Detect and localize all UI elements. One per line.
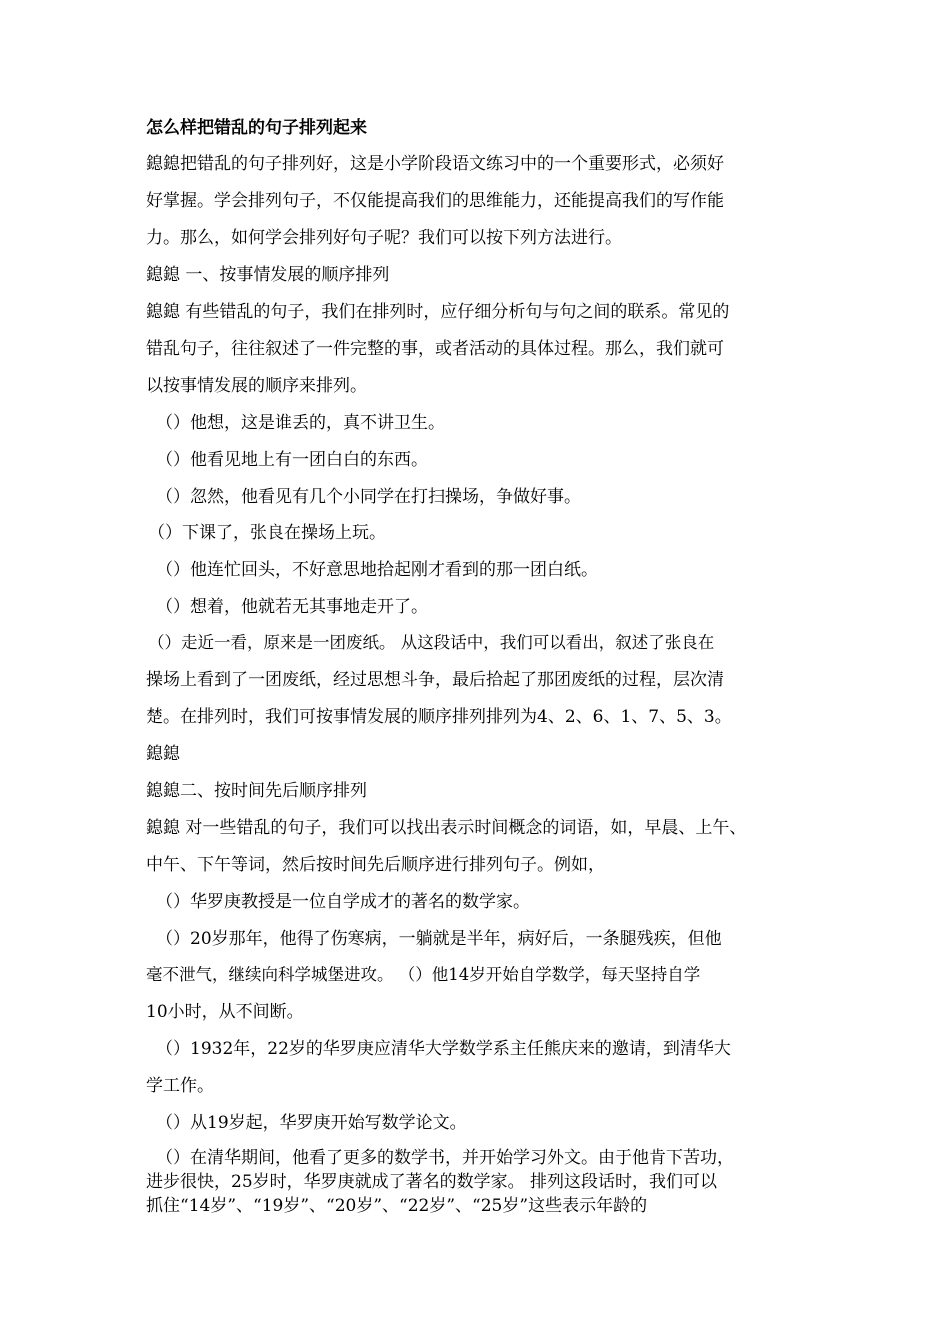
paragraph-line: 错乱句子，往往叙述了一件完整的事，或者活动的具体过程。那么，我们就可 <box>146 339 724 359</box>
exercise-item: （）他连忙回头，不好意思地拾起刚才看到的那一团白纸。 <box>156 560 598 580</box>
paragraph-line: 毫不泄气，继续向科学城堡进攻。 （）他14岁开始自学数学，每天坚持自学 <box>146 965 701 984</box>
exercise-item: （）他看见地上有一团白白的东西。 <box>156 450 428 470</box>
exercise-item: （）在清华期间，他看了更多的数学书，并开始学习外文。由于他肯下苦功， <box>156 1148 734 1168</box>
exercise-item: （）走近一看，原来是一团废纸。 从这段话中，我们可以看出，叙述了张良在 <box>148 633 715 652</box>
paragraph-line: 进步很快，25岁时，华罗庚就成了著名的数学家。 排列这段话时，我们可以 <box>146 1172 718 1192</box>
paragraph-line: 操场上看到了一团废纸，经过思想斗争，最后拾起了那团废纸的过程，层次清 <box>146 670 724 690</box>
exercise-item: （）他想，这是谁丢的，真不讲卫生。 <box>156 413 445 433</box>
exercise-item: （）下课了，张良在操场上玩。 <box>148 523 386 543</box>
paragraph-line: 学工作。 <box>146 1076 214 1096</box>
exercise-item: （）华罗庚教授是一位自学成才的著名的数学家。 <box>156 892 530 912</box>
paragraph-line: 鎴鎴 <box>146 744 180 764</box>
paragraph-line: 鎴鎴把错乱的句子排列好，这是小学阶段语文练习中的一个重要形式，必须好 <box>146 154 724 174</box>
exercise-item: （）20岁那年，他得了伤寒病，一躺就是半年，病好后，一条腿残疾，但他 <box>156 929 722 949</box>
paragraph-line: 楚。在排列时，我们可按事情发展的顺序排列排列为4、2、6、1、7、5、3。 <box>146 707 732 727</box>
section-heading: 鎴鎴 一、按事情发展的顺序排列 <box>146 265 390 285</box>
section-heading: 鎴鎴二、按时间先后顺序排列 <box>146 781 367 801</box>
paragraph-line: 鎴鎴 有些错乱的句子，我们在排列时，应仔细分析句与句之间的联系。常见的 <box>146 302 730 322</box>
exercise-item: （）忽然，他看见有几个小同学在打扫操场，争做好事。 <box>156 487 581 507</box>
paragraph-line: 好掌握。学会排列句子，不仅能提高我们的思维能力，还能提高我们的写作能 <box>146 191 724 211</box>
paragraph-line: 10小时，从不间断。 <box>146 1002 304 1022</box>
paragraph-line: 力。那么，如何学会排列好句子呢？我们可以按下列方法进行。 <box>146 228 622 248</box>
paragraph-line: 中午、下午等词，然后按时间先后顺序进行排列句子。例如， <box>146 855 605 875</box>
exercise-item: （）想着，他就若无其事地走开了。 <box>156 597 428 617</box>
exercise-item: （）从19岁起，华罗庚开始写数学论文。 <box>156 1113 467 1133</box>
paragraph-line: 鎴鎴 对一些错乱的句子，我们可以找出表示时间概念的词语，如，早晨、上午、 <box>146 818 747 838</box>
exercise-item: （）1932年，22岁的华罗庚应清华大学数学系主任熊庆来的邀请，到清华大 <box>156 1039 731 1059</box>
document-title: 怎么样把错乱的句子排列起来 <box>146 118 367 138</box>
paragraph-line: 以按事情发展的顺序来排列。 <box>146 376 367 396</box>
paragraph-line: 抓住“14岁”、“19岁”、“20岁”、“22岁”、“25岁”这些表示年龄的 <box>146 1196 648 1216</box>
